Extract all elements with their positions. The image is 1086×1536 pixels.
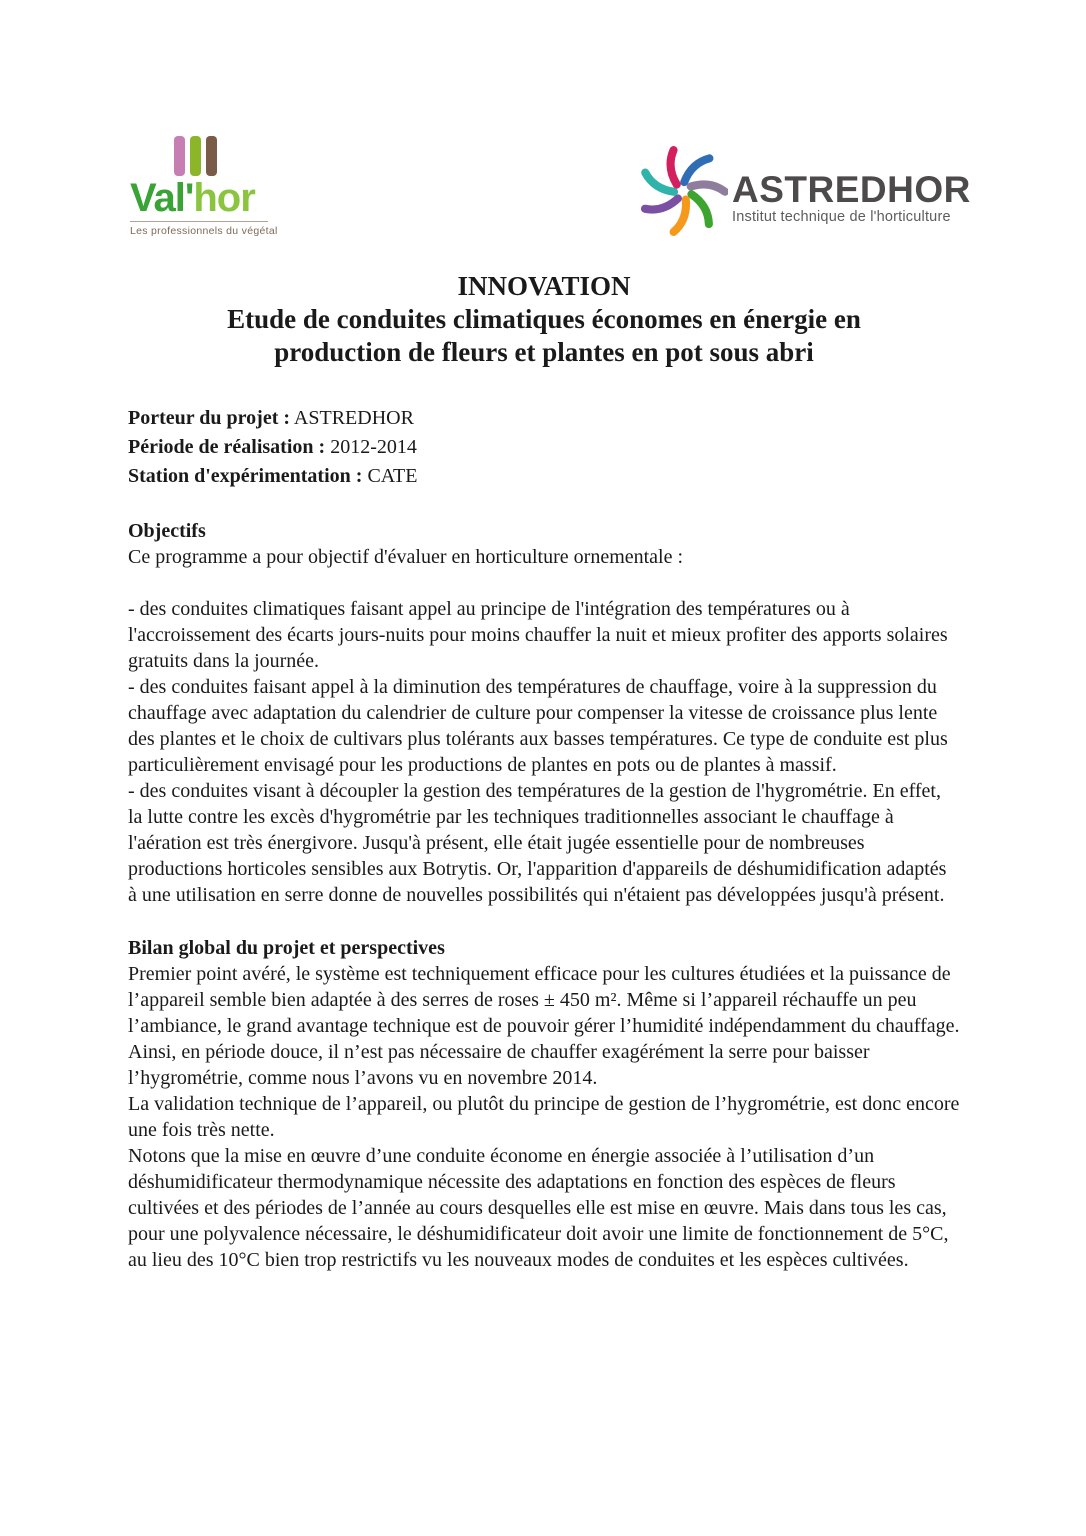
astredhor-logo xyxy=(638,145,971,237)
valhor-bars-icon xyxy=(174,136,280,176)
astredhor-text xyxy=(732,168,971,225)
document-kicker: INNOVATION xyxy=(457,271,631,301)
project-info-station-label: Station d'expérimentation : xyxy=(128,465,363,487)
document-title-line2: production de fleurs et plantes en pot sous abri xyxy=(274,337,814,367)
bilan-paragraph-3: Notons que la mise en œuvre d’une conduite économe en énergie associée à l’utilisation d’un déshumidificateur thermodynamique nécessite des adaptations en fonction des espèces de fleurs cultivées et des périodes de l’année au cours desquelles elle est mise en œuvre. Mais dans tous les cas, pour une polyvalence nécessaire, le déshumidificateur doit avoir une limite de fonctionnement de 5°C, au lieu des 10°C bien trop restrictifs vu les nouveaux modes de conduites et les espèces cultivées. xyxy=(128,1145,949,1271)
valhor-bar-pink xyxy=(174,136,185,176)
valhor-wordmark-part2: hor xyxy=(193,176,255,220)
project-info xyxy=(128,404,960,491)
project-info-periode-label: Période de réalisation : xyxy=(128,436,326,458)
objectifs-bullet-1: - des conduites climatiques faisant appel au principe de l'intégration des températures ou à l'accroissement des écarts jours-nuits pour moins chauffer la nuit et mieux profiter des apports solaires gratuits dans la journée. xyxy=(128,598,948,672)
astredhor-wordmark: ASTREDHOR xyxy=(732,168,971,210)
document-body xyxy=(128,270,960,1273)
valhor-wordmark xyxy=(130,177,280,219)
project-info-periode-value: 2012-2014 xyxy=(330,436,417,458)
title-block xyxy=(128,270,960,369)
project-info-station-value: CATE xyxy=(367,465,418,487)
project-info-porteur-label: Porteur du projet : xyxy=(128,407,291,429)
document-title-line1: Etude de conduites climatiques économes en énergie en xyxy=(227,304,861,334)
objectifs-bullet-2: - des conduites faisant appel à la diminution des températures de chauffage, voire à la suppression du chauffage avec adaptation du calendrier de culture pour compenser la vitesse de croissance plus lente des plantes et le choix de cultivars plus tolérants aux basses températures. Ce type de conduite est plus particulièrement envisagé pour les productions de plantes en pots ou de plantes à massif. xyxy=(128,676,948,776)
valhor-divider xyxy=(130,221,268,222)
valhor-tagline: Les professionnels du végétal xyxy=(130,225,278,237)
objectifs-heading: Objectifs xyxy=(128,520,206,542)
bilan-paragraph-2: La validation technique de l’appareil, ou plutôt du principe de gestion de l’hygrométrie, est donc encore une fois très nette. xyxy=(128,1093,960,1141)
astredhor-subtitle: Institut technique de l'horticulture xyxy=(732,208,951,225)
bilan-heading: Bilan global du projet et perspectives xyxy=(128,937,445,959)
project-info-porteur-value: ASTREDHOR xyxy=(293,407,414,429)
bilan-paragraph-1: Premier point avéré, le système est techniquement efficace pour les cultures étudiées et la puissance de l’appareil semble bien adaptée à des serres de roses ± 450 m². Même si l’appareil réchauffe un peu l’ambiance, le grand avantage technique est de pouvoir gérer l’humidité indépendamment du chauffage. Ainsi, en période douce, il n’est pas nécessaire de chauffer exagérément la serre pour baisser l’hygrométrie, comme nous l’avons vu en novembre 2014. xyxy=(128,963,960,1089)
valhor-bar-green xyxy=(190,136,201,176)
project-info-periode xyxy=(128,433,960,462)
project-info-porteur xyxy=(128,404,960,433)
valhor-bar-brown xyxy=(206,136,217,176)
valhor-logo xyxy=(130,136,280,237)
astredhor-flower-icon xyxy=(638,145,728,237)
objectifs-intro: Ce programme a pour objectif d'évaluer en horticulture ornementale : xyxy=(128,546,684,568)
project-info-station xyxy=(128,462,960,491)
objectifs-bullet-3: - des conduites visant à découpler la gestion des températures de la gestion de l'hygrométrie. En effet, la lutte contre les excès d'hygrométrie par les techniques traditionnelles associant le chauffage à l'aération est très énergivore. Jusqu'à présent, elle était jugée essentielle pour de nombreuses productions horticoles sensibles aux Botrytis. Or, l'apparition d'appareils de déshumidification adaptés à une utilisation en serre donne de nouvelles possibilités qui n'étaient pas développées jusqu'à présent. xyxy=(128,780,947,906)
valhor-wordmark-part1: Val' xyxy=(130,176,194,220)
